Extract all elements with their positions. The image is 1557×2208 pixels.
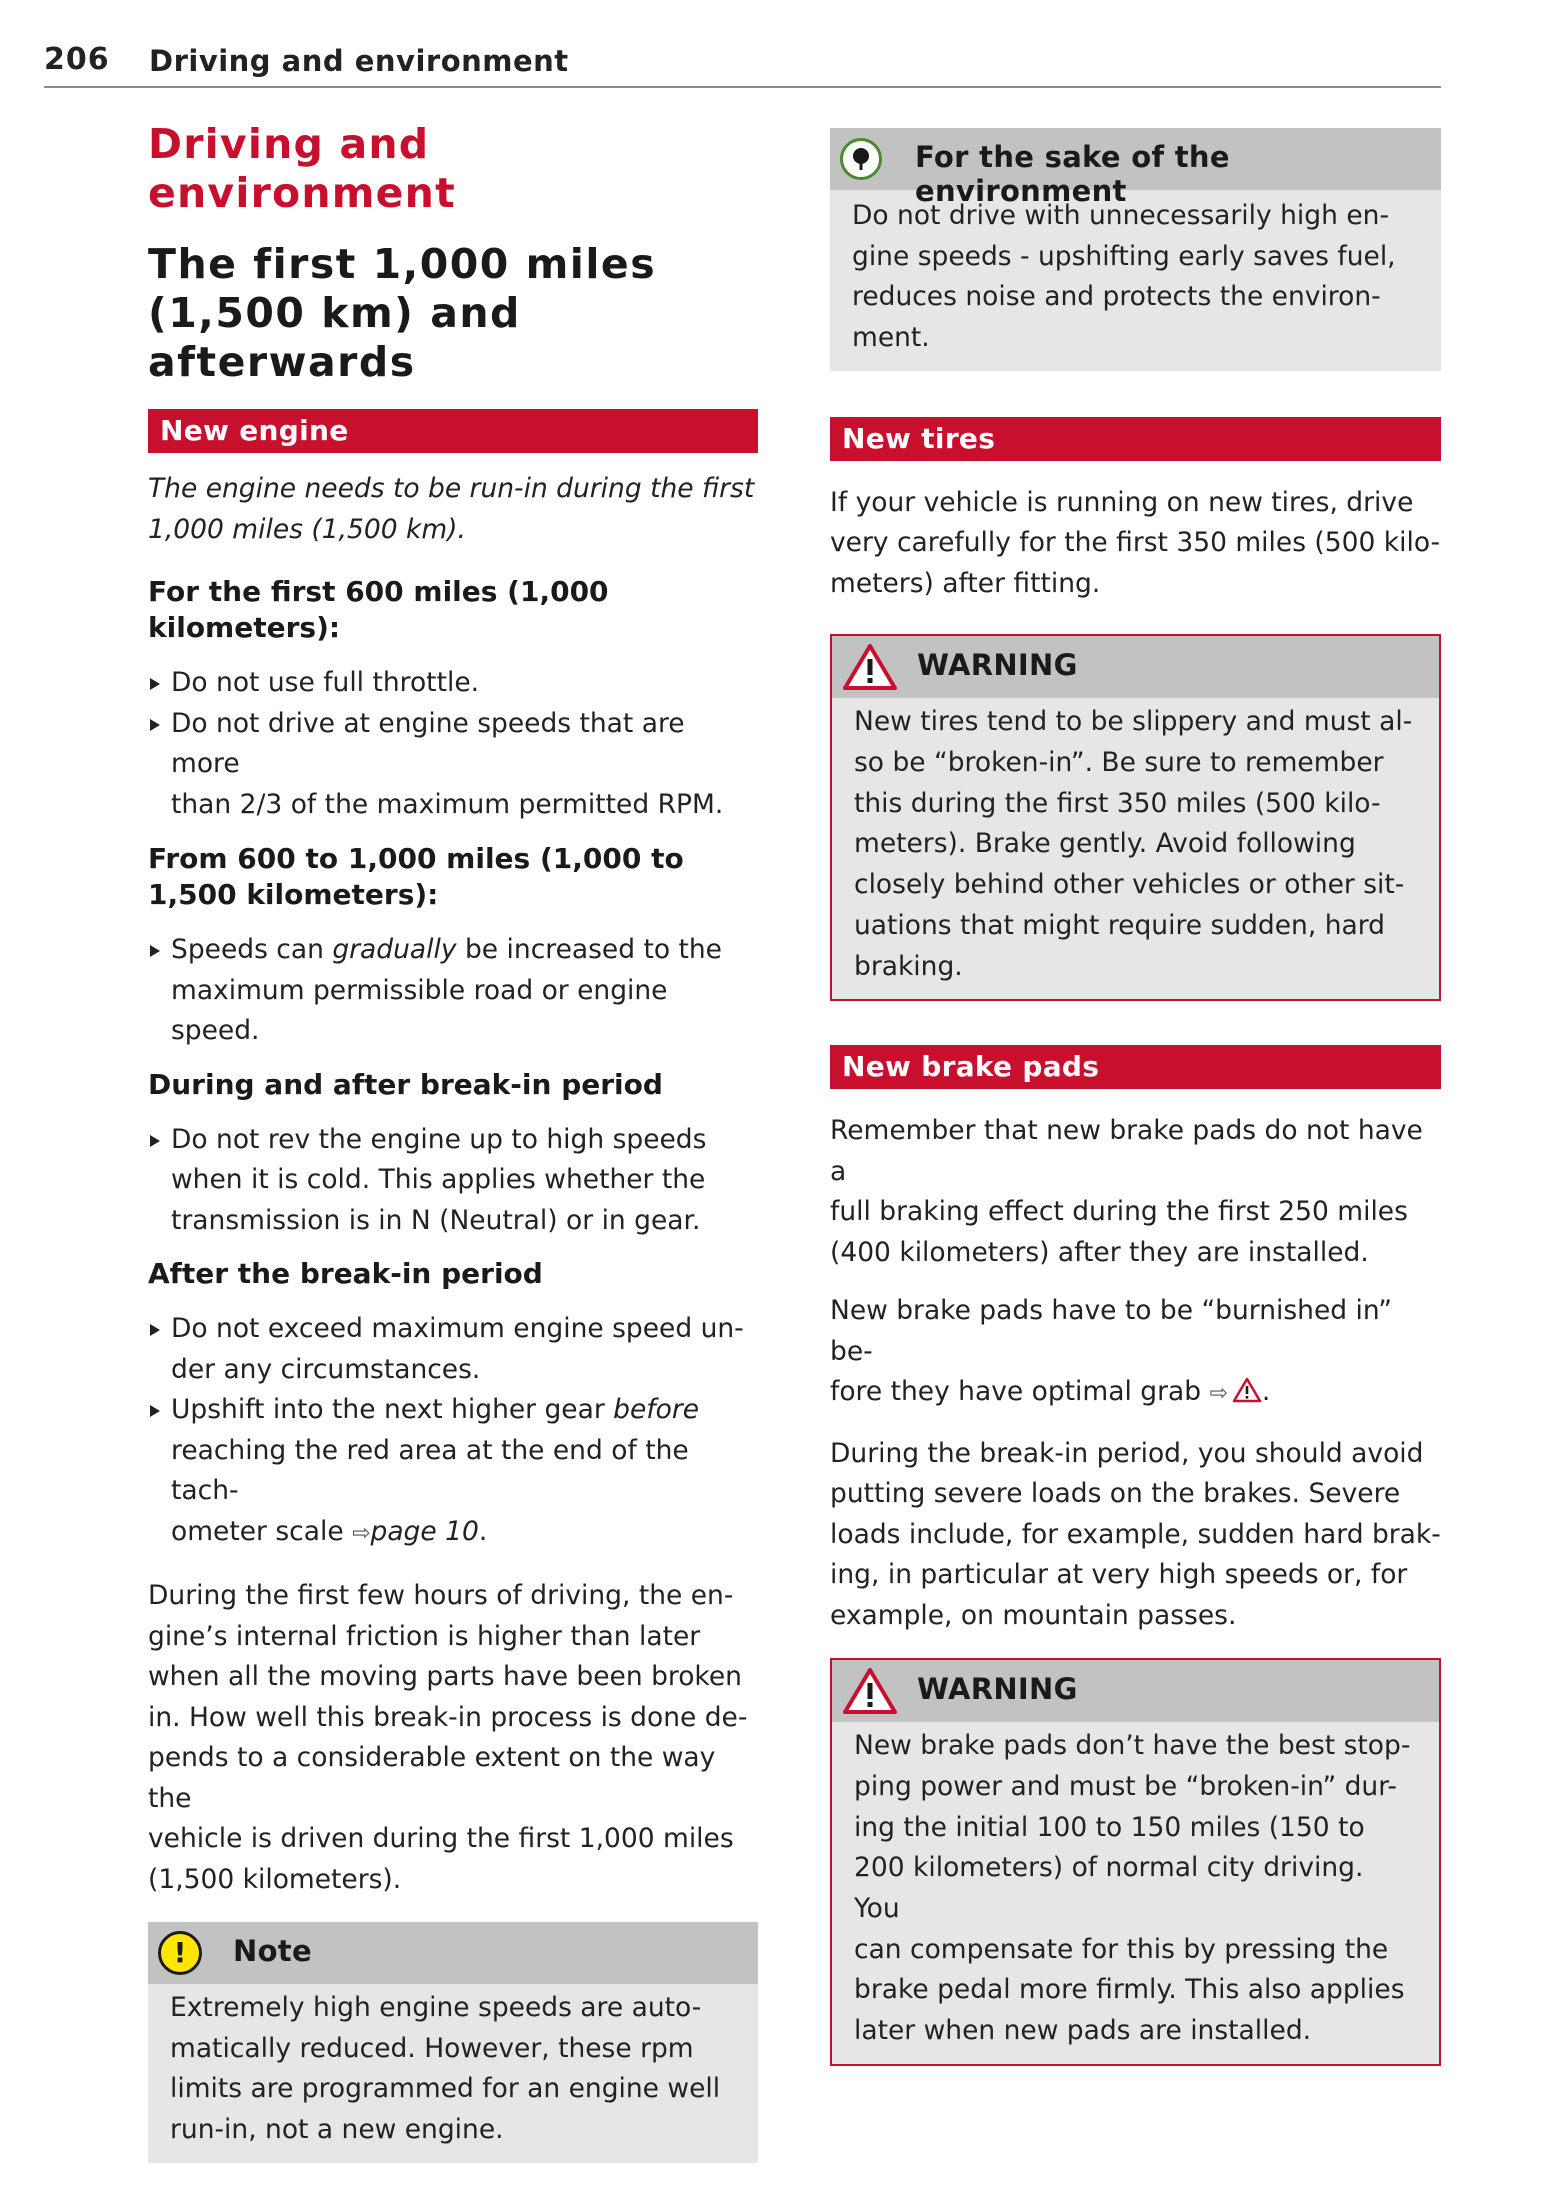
text-line: New brake pads have to be “burnished in” be- — [830, 1295, 1392, 1367]
text-line: putting severe loads on the brakes. Severe — [830, 1478, 1401, 1510]
list-item — [148, 1390, 758, 1554]
text-line: Extremely high engine speeds are auto- — [170, 1992, 702, 2023]
text-line: in. How well this break-in process is done de- — [148, 1701, 748, 1733]
note-box — [148, 1922, 758, 2163]
environment-box — [830, 128, 1441, 371]
note-label: Note — [233, 1934, 312, 1968]
text-line: Remember that new brake pads do not have a — [830, 1115, 1423, 1187]
text-line: 1,000 miles (1,500 km). — [148, 513, 466, 545]
text-line: New brake pads don’t have the best stop- — [854, 1730, 1411, 1762]
text-run: fore they have optimal grab — [830, 1376, 1210, 1408]
note-text — [170, 1988, 736, 2151]
text-line: transmission is in N (Neutral) or in gear. — [171, 1204, 701, 1236]
text-run: . — [478, 1515, 488, 1547]
text-line: From 600 to 1,000 miles (1,000 to — [148, 842, 684, 875]
text-line: when all the moving parts have been broken — [148, 1661, 742, 1692]
warning-header — [832, 1660, 1439, 1722]
text-line: brake pedal more firmly. This also applies — [854, 1974, 1405, 2006]
text-line: reaching the red area at the end of the tach- — [171, 1434, 689, 1506]
warning-body — [832, 1722, 1439, 2064]
list-item — [148, 704, 758, 826]
text-line: run-in, not a new engine. — [170, 2114, 504, 2146]
list-item — [148, 1309, 758, 1390]
text-line: very carefully for the first 350 miles (500 kilo- — [830, 527, 1441, 559]
text-line: meters) after fitting. — [830, 567, 1101, 599]
page-number: 206 — [44, 42, 110, 77]
text-line: der any circumstances. — [171, 1353, 481, 1385]
text-line: During the first few hours of driving, the en- — [148, 1580, 734, 1611]
left-column — [148, 120, 758, 2163]
chapter-title-line: The first 1,000 miles — [148, 240, 657, 288]
new-engine-heading: New engine — [148, 409, 758, 453]
environment-body — [830, 190, 1441, 371]
list-item — [148, 930, 758, 1052]
text-line: this during the first 350 miles (500 kilo- — [854, 787, 1381, 819]
bullet-list — [148, 930, 758, 1052]
list-item — [148, 1120, 758, 1242]
text-line: ping power and must be “broken-in” dur- — [854, 1770, 1397, 1802]
section-title-line: environment — [148, 169, 456, 217]
running-title: Driving and environment — [149, 44, 569, 78]
text-line: gine’s internal friction is higher than later — [148, 1620, 701, 1652]
text-line: ment. — [852, 322, 930, 354]
text-line: uations that might require sudden, hard — [854, 909, 1385, 941]
warning-body — [832, 698, 1439, 999]
note-exclamation-icon: ! — [158, 1931, 202, 1975]
text-line: For the first 600 miles (1,000 — [148, 575, 609, 608]
tires-warning-box — [830, 634, 1441, 1001]
bullet-list — [148, 1120, 758, 1242]
page-reference-link[interactable]: page 10 — [370, 1515, 479, 1547]
chapter-title-line: (1,500 km) and — [148, 289, 521, 337]
text-line: limits are programmed for an engine well — [170, 2073, 721, 2105]
text-line: The engine needs to be run-in during the first — [148, 473, 755, 504]
cross-reference-arrow-icon: ⇨ — [1209, 1381, 1228, 1407]
brake-pads-para-1 — [830, 1111, 1441, 1273]
text-run: ometer scale — [171, 1515, 353, 1547]
text-line: pends to a considerable extent on the way the — [148, 1742, 716, 1814]
section-title — [148, 120, 758, 218]
text-line: Do not rev the engine up to high speeds — [171, 1123, 707, 1155]
text-line: meters). Brake gently. Avoid following — [854, 828, 1356, 860]
warning-triangle-icon — [842, 643, 898, 695]
text-line: ing the initial 100 to 150 miles (150 to — [854, 1811, 1365, 1843]
warning-reference-icon[interactable] — [1232, 1375, 1262, 1416]
warning-text — [854, 702, 1417, 987]
text-line: If your vehicle is running on new tires, drive — [830, 486, 1414, 518]
text-line: Do not drive with unnecessarily high en- — [852, 200, 1390, 231]
warning-triangle-icon — [842, 1667, 898, 1719]
text-line: example, on mountain passes. — [830, 1599, 1237, 1631]
chapter-title-line: afterwards — [148, 338, 416, 386]
text-line: vehicle is driven during the first 1,000 miles — [148, 1823, 734, 1854]
text-line: loads include, for example, sudden hard brak- — [830, 1518, 1441, 1550]
text-line: than 2/3 of the maximum permitted RPM. — [171, 788, 724, 820]
text-line: ing, in particular at very high speeds or, for — [830, 1559, 1408, 1591]
text-run: Upshift into the next higher gear — [171, 1394, 614, 1425]
right-column — [830, 128, 1441, 2066]
warning-label: WARNING — [917, 648, 1078, 683]
text-line: New tires tend to be slippery and must al- — [854, 706, 1413, 738]
text-line: reduces noise and protects the environ- — [852, 281, 1381, 313]
list-item — [148, 663, 758, 704]
bullet-list — [148, 663, 758, 825]
chapter-title — [148, 240, 758, 387]
environment-label: For the sake of the environment — [915, 140, 1230, 208]
subheading-during-after: During and after break-in period — [148, 1067, 663, 1101]
section-title-line: Driving and — [148, 120, 430, 168]
text-line: gine speeds - upshifting early saves fuel, — [852, 240, 1396, 272]
text-line: maximum permissible road or engine speed. — [171, 974, 668, 1046]
text-line: (1,500 kilometers). — [148, 1863, 402, 1895]
cross-reference-arrow-icon: ⇨ — [352, 1520, 371, 1546]
warning-text — [854, 1726, 1417, 2052]
text-run: . — [1261, 1376, 1271, 1408]
text-run: be increased to the — [456, 934, 722, 965]
text-run: Speeds can — [171, 934, 333, 965]
text-line: closely behind other vehicles or other sit- — [854, 869, 1405, 901]
text-line: Do not use full throttle. — [171, 667, 480, 698]
text-line: 200 kilometers) of normal city driving. You — [854, 1852, 1364, 1925]
warning-header — [832, 636, 1439, 698]
warning-label: WARNING — [917, 1672, 1078, 1707]
text-line: can compensate for this by pressing the — [854, 1933, 1389, 1965]
new-tires-text — [830, 483, 1441, 605]
brake-pads-warning-box — [830, 1658, 1441, 2066]
emphasis-text: gradually — [332, 934, 457, 965]
new-tires-heading: New tires — [830, 417, 1441, 461]
text-line: so be “broken-in”. Be sure to remember — [854, 747, 1384, 779]
note-body — [148, 1984, 758, 2163]
subheading-after-break-in: After the break-in period — [148, 1257, 543, 1290]
text-line: During the break-in period, you should avoid — [830, 1437, 1424, 1469]
note-header — [148, 1922, 758, 1984]
brake-pads-para-2 — [830, 1291, 1441, 1416]
text-line: Do not drive at engine speeds that are more — [171, 707, 685, 779]
break-in-paragraph — [148, 1576, 758, 1900]
new-brake-pads-heading: New brake pads — [830, 1045, 1441, 1089]
text-line: braking. — [854, 950, 963, 982]
environment-header — [830, 128, 1441, 208]
tree-icon — [840, 138, 882, 180]
environment-text — [852, 196, 1419, 359]
text-line: when it is cold. This applies whether the — [171, 1164, 706, 1195]
text-line: kilometers): — [148, 611, 341, 644]
subheading-600-to-1000 — [148, 841, 758, 913]
text-line: (400 kilometers) after they are installed. — [830, 1236, 1369, 1268]
bullet-list — [148, 1309, 758, 1554]
emphasis-text: before — [613, 1394, 700, 1425]
text-line: 1,500 kilometers): — [148, 878, 439, 911]
subheading-first-600 — [148, 574, 758, 646]
text-line: full braking effect during the first 250 miles — [830, 1196, 1408, 1228]
new-engine-intro — [148, 469, 758, 550]
brake-pads-para-3 — [830, 1434, 1441, 1637]
text-line: later when new pads are installed. — [854, 2015, 1312, 2047]
text-line: Do not exceed maximum engine speed un- — [171, 1313, 744, 1344]
running-header — [44, 40, 1441, 88]
text-line: matically reduced. However, these rpm — [170, 2032, 694, 2064]
